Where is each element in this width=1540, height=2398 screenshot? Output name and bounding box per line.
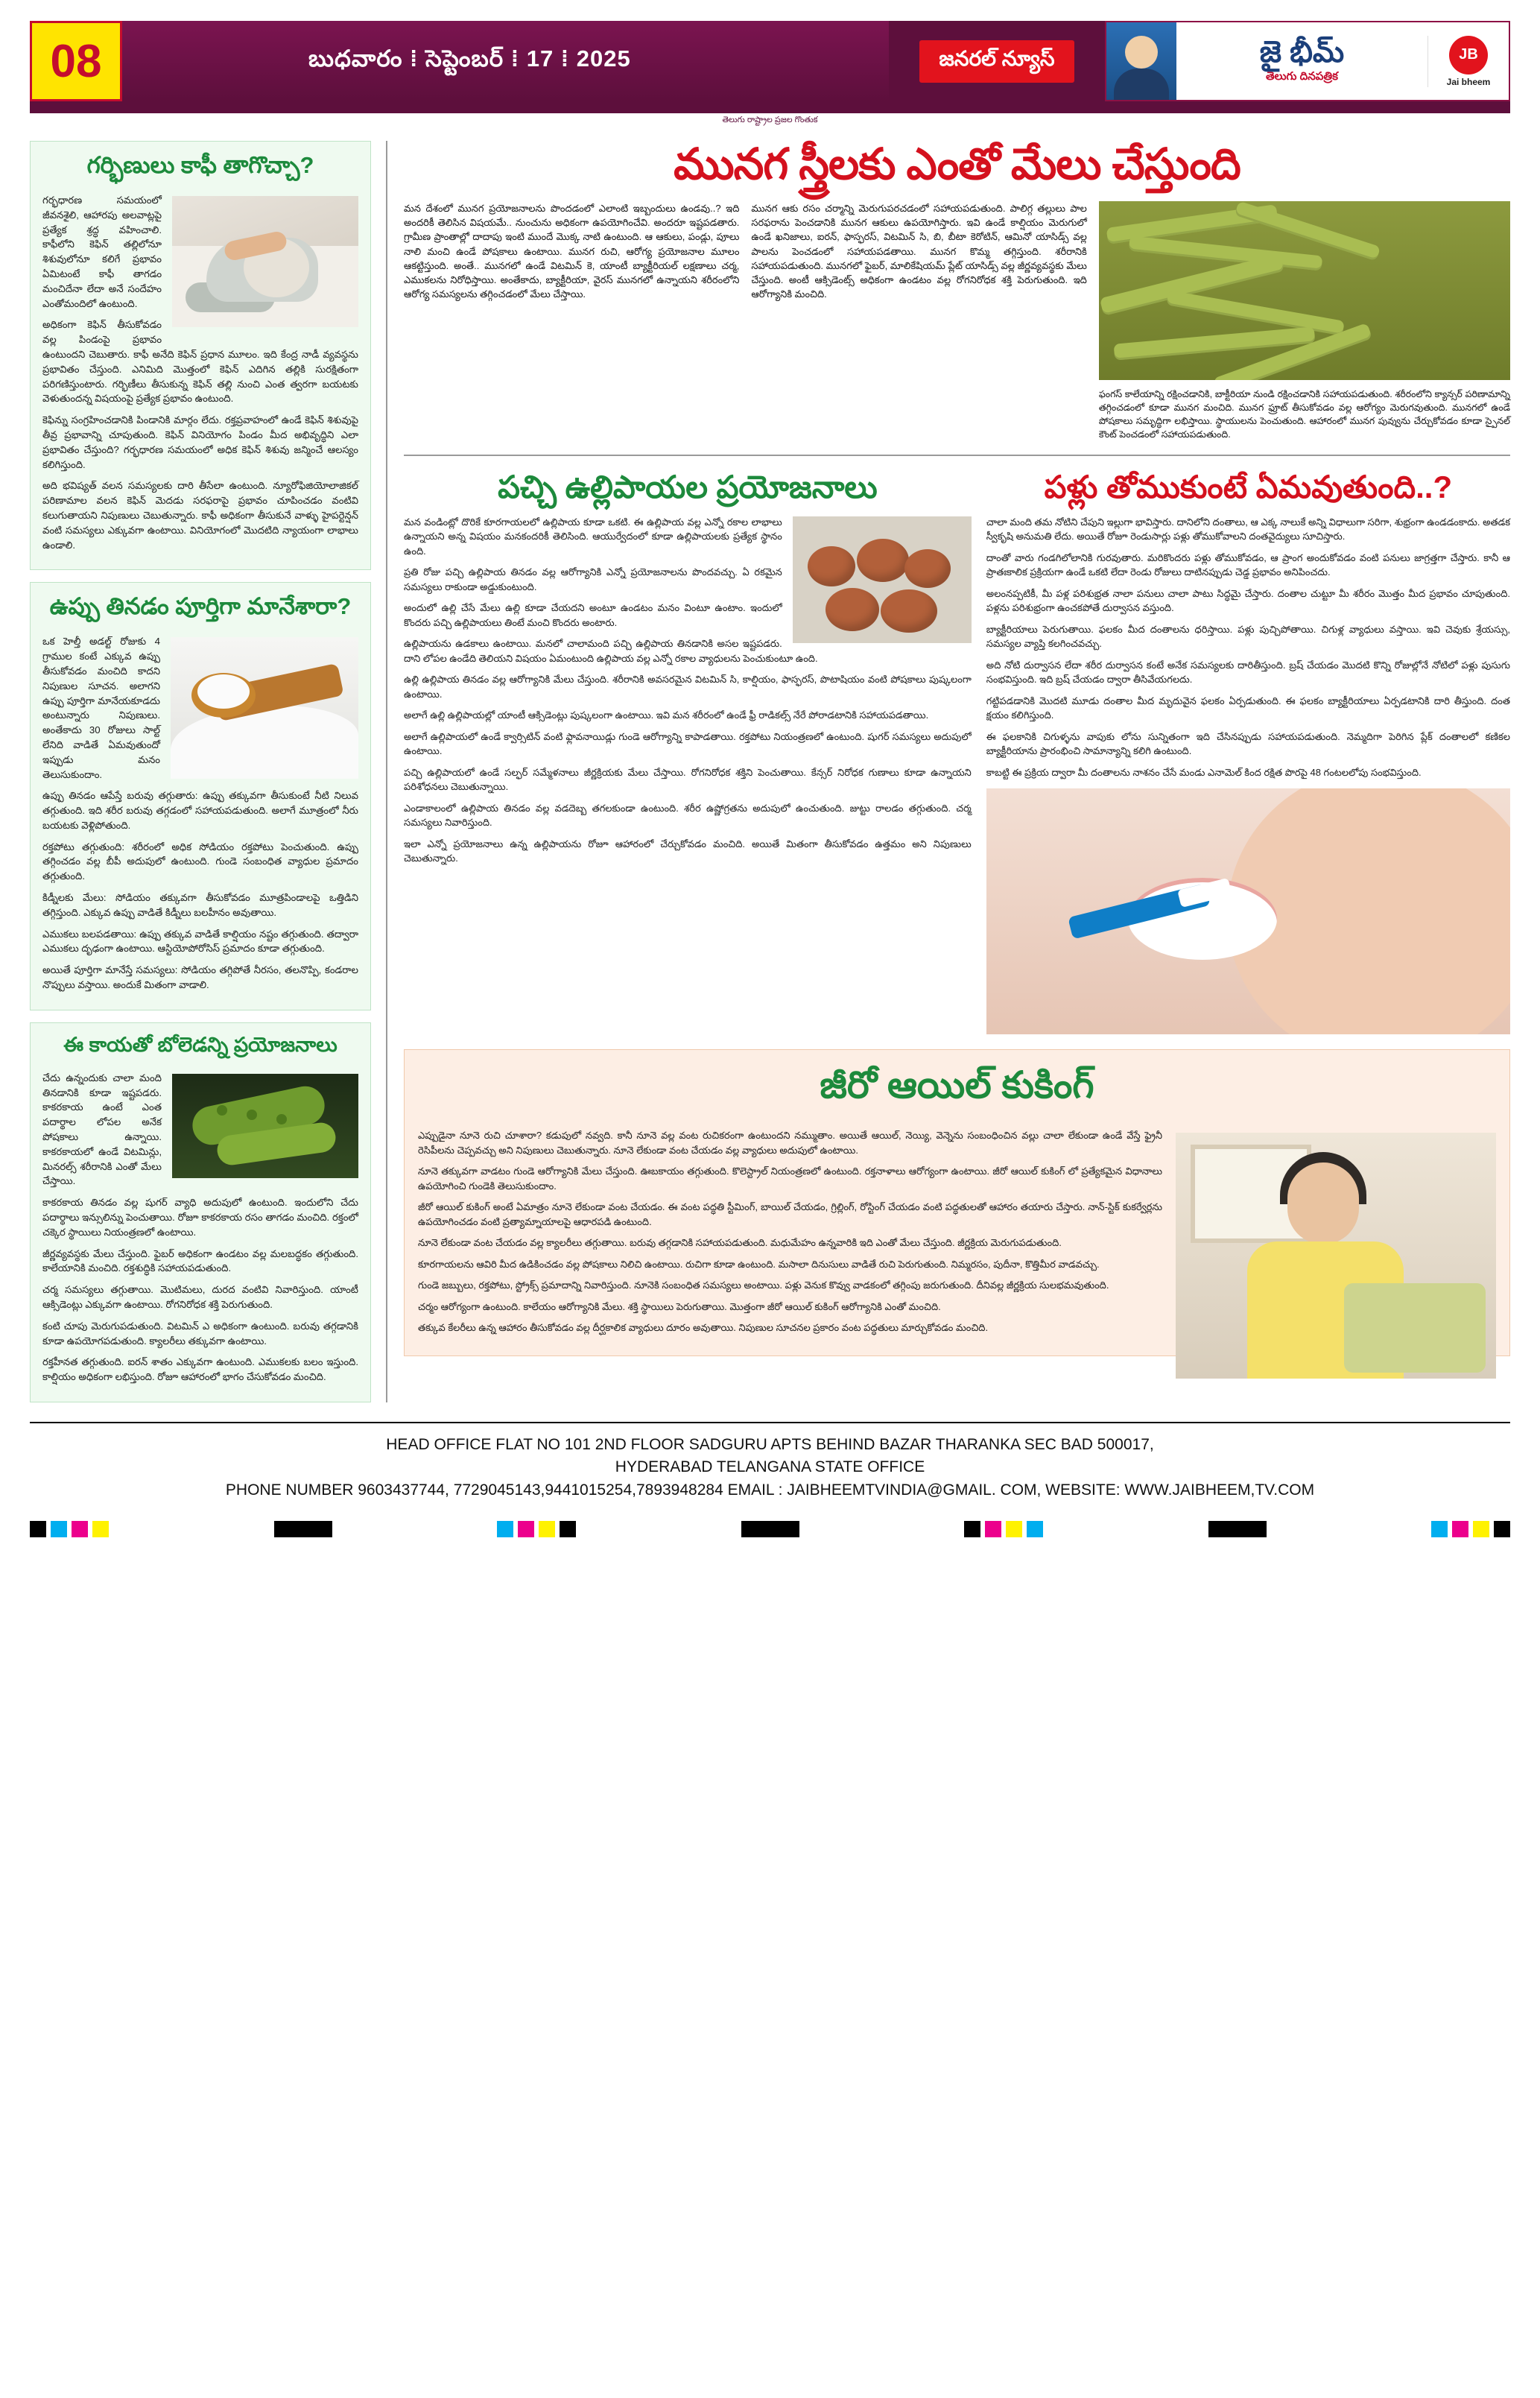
- article-body: [751, 201, 1086, 442]
- color-bar-group: [964, 1521, 1043, 1537]
- photo-caption: ఫంగస్ కాలేయాన్ని రక్షించడానికి, బాక్టీరియా నుండి రక్షించడానికి సహాయపడుతుంది. శరీరంలోని క్యాన్సర్ పరిణామాన్ని తగ్గించడంలో కూడా మునగ మంచిది. మునగ ఫ్రూట్ తీసుకోవడం వల్ల ఆరోగ్యం మెరుగవుతుంది. మునగలో ఉండే పోషకాలు సమృద్ధిగా లభిస్తాయి. స్థాయులను పెంచుతుంది. ఆహారంలో మునగ పువ్వును చేర్చుకోవడం కూడా స్పైనల్ కౌంట్ పెంచడంలో సహాయపడుతుంది.: [1098, 388, 1510, 440]
- paragraph: ఇలా ఎన్నో ప్రయోజనాలు ఉన్న ఉల్లిపాయను రోజూ ఆహారంలో చేర్చుకోవడం మంచిది. అయితే మితంగా తీసుకోవడం ఉత్తమం అని నిపుణులు చెబుతున్నారు.: [404, 838, 972, 864]
- paragraph: కాబట్టి ఈ ప్రక్రియ ద్వారా మీ దంతాలను నాశనం చేసే మండు ఎనామెల్ కింద రక్షిత పొరపై 48 గంటలలోపు సంభవిస్తుంది.: [986, 766, 1422, 778]
- brand-subtitle: తెలుగు దినపత్రిక: [1266, 69, 1338, 83]
- article-title: మునగ స్త్రీలకు ఎంతో మేలు చేస్తుంది: [674, 140, 1240, 189]
- paragraph: దాంతో వారు గండగిలోలానికి గురవుతారు. మరికొందరు పళ్లు తోముకోవడం, ఆ ప్రాంగ అందుకోవడం వంటి పనులు జాగ్రత్తగా చేస్తారు. కానీ ఆ ప్రాతఃకాలిక ప్రక్రియగా ఉండే ఒకటి లేదా రెండు రోజులు దాటినప్పుడు చెడ్డ ప్రభావం అనిపించదు.: [986, 551, 1510, 578]
- article-title: గర్భిణులు కాఫీ తాగొచ్చా?: [86, 152, 314, 178]
- page-number: 08: [50, 35, 102, 87]
- brand-title: జై భీమ్: [1259, 35, 1345, 69]
- paragraph: పచ్చి ఉల్లిపాయలో ఉండే సల్ఫర్ సమ్మేళనాలు జీర్ణక్రియకు మేలు చేస్తాయి. రోగనిరోధక శక్తిని పెంచుతాయి. కేన్సర్ నిరోధక గుణాలు కూడా ఉన్నాయని పరిశోధనలు చెబుతున్నాయి.: [404, 766, 972, 793]
- article-title: పచ్చి ఉల్లిపాయల ప్రయోజనాలు: [498, 469, 878, 505]
- paragraph: కిడ్నీలకు మేలు: సోడియం తక్కువగా తీసుకోవడం మూత్రపిండాలపై ఒత్తిడిని తగ్గిస్తుంది. ఎక్కువ ఉప్పు వాడితే కిడ్నీలు బలహీనం అవుతాయి.: [42, 892, 358, 918]
- registration-bar: [274, 1521, 332, 1537]
- paragraph: కూరగాయలను ఆవిరి మీద ఉడికించడం వల్ల పోషకాలు నిలిచి ఉంటాయి. రుచిగా కూడా ఉంటుంది. మసాలా దినుసులు వాడితే రుచి పెరుగుతుంది. నిమ్మరసం, పుదీనా, కొత్తిమీర వాడవచ్చు.: [418, 1258, 1100, 1270]
- registration-marks: [30, 1521, 1510, 1537]
- date-bar: [122, 21, 889, 101]
- paragraph: ప్రతి రోజు పచ్చి ఉల్లిపాయ తినడం వల్ల ఆరోగ్యానికి ఎన్నో ప్రయోజనాలను పొందవచ్చు. ఏ రకమైన సమస్యలు రాకుండా అడ్డుకుంటుంది.: [404, 566, 782, 592]
- paragraph: ఎముకలు బలపడతాయి: ఉప్పు తక్కువ వాడితే కాల్షియం నష్టం తగ్గుతుంది. తద్వారా ఎముకలు దృఢంగా ఉంటాయి. ఆస్టియోపోరోసిస్ ప్రమాదం కూడా తగ్గుతుంది.: [42, 928, 358, 955]
- left-column: [30, 141, 387, 1402]
- paragraph: గర్భధారణ సమయంలో జీవనశైలి, ఆహారపు అలవాట్లపై ప్రత్యేక శ్రద్ధ వహించాలి. కాఫీలోని కెఫిన్ తల్లిలోనూ శిశువులోనూ కలిగే ప్రభావం ఏమిటంటే కాఫీ తాగడం మంచిదేనా లేదా అనే సందేహం ఎంతోమందిలో ఉంటుంది.: [42, 194, 162, 309]
- section-label: జనరల్ న్యూస్: [919, 40, 1074, 83]
- article-salt: [30, 582, 371, 1010]
- pregnant-woman-photo: [172, 196, 358, 327]
- paragraph: నూనె లేకుండా వంట చేయడం వల్ల క్యాలరీలు తగ్గుతాయి. బరువు తగ్గడానికి సహాయపడుతుంది. మధుమేహం ఉన్నవారికి ఇది ఎంతో మేలు చేస్తుంది. జీర్ణక్రియ మెరుగుపడుతుంది.: [418, 1237, 1062, 1249]
- brand-strip-note: తెలుగు రాష్ట్రాల ప్రజల గొంతుక: [722, 116, 818, 124]
- brand-logo-text: Jai bheem: [1446, 76, 1491, 87]
- bitter-gourd-photo: [172, 1074, 358, 1178]
- right-column: [387, 141, 1510, 1402]
- footer: [30, 1422, 1510, 1502]
- paragraph: రక్తపోటు తగ్గుతుంది: శరీరంలో అధిక సోడియం రక్తపోటు పెంచుతుంది. ఉప్పు తగ్గించడం వల్ల బీపీ అదుపులో ఉంటుంది. గుండె సంబంధిత వ్యాధుల ప్రమాదం తగ్గుతుంది.: [42, 841, 358, 882]
- page-number-badge: [30, 21, 122, 101]
- paragraph: కంటి చూపు మెరుగుపడుతుంది. విటమిన్ ఎ అధికంగా ఉంటుంది. బరువు తగ్గడానికి కూడా ఉపయోగపడుతుంది. క్యాలరీలు తక్కువగా ఉంటాయి.: [42, 1320, 358, 1347]
- newspaper-page: [0, 21, 1540, 2398]
- divider: [404, 455, 1510, 456]
- date-text: బుధవారం ⁞ సెప్టెంబర్ ⁞ 17 ⁞ 2025: [308, 45, 631, 72]
- paragraph: ఎప్పుడైనా నూనె రుచి చూశారా? కడుపులో నవ్వది. కానీ నూనె వల్ల వంట రుచికరంగా ఉంటుందని నమ్ముతాం. అయితే ఆయిల్, నెయ్యి, వెన్నెను సంబంధించిన వల్లు చాలా లేకుండా ఉండే వేస్తే ఫ్రైనీ రెసిపీలను చెప్పవచ్చు అని నిపుణులు చెబుతున్నారు. నూనె లేకుండా వంట చేయడం వల్ల వ్యాధులు అదుపులో ఉంటాయి.: [418, 1130, 1162, 1156]
- article-title: ఈ కాయతో బోలెడన్ని ప్రయోజనాలు: [63, 1033, 338, 1056]
- article-pregnancy-coffee: [30, 141, 371, 570]
- paragraph: మన వండింట్లో దొరికే కూరగాయలలో ఉల్లిపాయ కూడా ఒకటి. ఈ ఉల్లిపాయ వల్ల ఎన్నో రకాల లాభాలు ఉన్నాయని అన్న విషయం మనకందరికీ తెలిసింది. ఆయుర్వేదంలో కూడా ఉల్లిపాయలకు ప్రత్యేక స్థానం ఉంది.: [404, 516, 782, 557]
- paragraph: అలాగే ఉల్లిపాయలో ఉండే క్వార్సిటిన్ వంటి ఫ్లావనాయిడ్లు గుండె ఆరోగ్యాన్ని కాపాడతాయి. రక్తపోటు నియంత్రణలో ఉంటుంది. షుగర్ సమస్యలు అదుపులో ఉంటాయి.: [404, 730, 972, 757]
- article-bitter-gourd: [30, 1022, 371, 1402]
- paragraph: ఉల్లి ఉల్లిపాయ తినడం వల్ల ఆరోగ్యానికి మేలు చేస్తుంది. శరీరానికి అవసరమైన విటమిన్ సి, కాల్షియం, ఫాస్ఫరస్, పొటాషియం వంటి పోషకాలు పుష్కలంగా ఉంటాయి.: [404, 674, 972, 700]
- paragraph: మునగ ఆకు రసం చర్మాన్ని మెరుగుపరచడంలో సహాయపడుతుంది. పాలిగ్గ తల్లులు పాల సరఫరాను పెంచడానికి మునగ ఆకులు ఉపయోగిస్తారు. ఇవి ఉండే కాల్షియం మెరుగులో ఉండే ఖనిజాలు, ఐరన్, ఫాస్ఫరస్, విటమిన్ సి, బి, బీటా కెరోటిన్, ఆమినో యాసిడ్స్ వల్ల పాలను పెంచడంలో సహాయపడతాయి. మునగ కొమ్మ తగ్గిస్తుంది. శరీరానికి సహాయపడుతుంది. మునగలో ఫైబర్, మాలికేషియమ్ ప్లేట్ యాసిడ్స్ వల్ల జీర్ణవ్యవస్థకు మేలు చేస్తుంది. అంటీ ఆక్సిడెంట్స్ అధికంగా ఉండటం వల్ల రోగనిరోధక శక్తి పెరుగుతుంది. ఇది ఆరోగ్యానికి మంచిది.: [751, 202, 1087, 300]
- article-moringa: [404, 141, 1510, 441]
- paragraph: బ్యాక్టీరియాలు పెరుగుతాయి. ఫలకం మీద దంతాలను ధరిస్తాయి. పళ్లు పుచ్చిపోతాయి. చిగుళ్ల వ్యాధులు వస్తాయి. ఇవి చెవుకు శ్రేయస్సు, సమస్యల వ్యాప్తి కలగించవచ్చు.: [986, 623, 1510, 650]
- masthead-strip: [30, 101, 1510, 113]
- article-body: [986, 515, 1510, 780]
- moringa-drumsticks-photo: [1099, 201, 1510, 380]
- color-bar-group: [497, 1521, 576, 1537]
- brand-box: [1105, 21, 1510, 101]
- paragraph: జీరో ఆయిల్ కుకింగ్ అంటే ఏమాత్రం నూనె లేకుండా వంట చేయడం. ఈ వంట పద్ధతి స్టీమింగ్, బాయిల్ చేయడం, గ్రిల్లింగ్, రోస్టింగ్ చేయడం వంటి పద్ధతులతో ఆహారం తయారు చేస్తారు. నాన్-స్టిక్ కుకర్వేర్లను ఉపయోగించడం వంటి ప్రత్యామ్నాయాలపై ఆధారపడి ఉంటుంది.: [418, 1201, 1162, 1227]
- brand-text: [1176, 37, 1427, 86]
- salt-spoon-photo: [171, 637, 358, 779]
- brand-logo: [1427, 36, 1509, 87]
- paragraph: అలంనప్పటికీ, మీ పళ్ల పరిశుభ్రత నాలా పనులు చాలా పాటు సిద్ధమై చేస్తారు. దంతాల చుట్టూ మీ శరీరం మొత్తం మీద ప్రభావం చూపుతుంది. పళ్లను పరిశుభ్రంగా ఉంచకపోతే దుర్వాసన వస్తుంది.: [986, 587, 1510, 614]
- paragraph: ఉప్పు తినడం ఆపేస్తే బరువు తగ్గుతారు: ఉప్పు తక్కువగా తీసుకుంటే నీటి నిలువ తగ్గుతుంది. ఇది శరీర బరువు తగ్గడంలో సహాయపడుతుంది. అలాగే మూత్రంలో నీరు బయటకు వెళ్లిపోతుంది.: [42, 790, 358, 831]
- footer-contact-line: PHONE NUMBER 9603437744, 7729045143,9441015254,7893948284 EMAIL : JAIBHEEMTVINDIA@GMAIL. COM, WEBSITE: WWW.JAIBHEEM,TV.COM: [225, 1481, 1315, 1499]
- section-label-box: [889, 21, 1105, 101]
- article-teeth: [986, 469, 1510, 1034]
- paragraph: ఈ ఫలకానికి చిగుళ్ళను వాపుకు లోను సున్నితంగా ఇది చేసినప్పుడు సహాయపడుతుంది. నెమ్మదిగా పెరిగిన ప్లేక్ దంతాలలో కణికల బ్యాక్టీరియాను ప్రారంభించి సామాన్యాన్ని కలిగి ఉంటుంది.: [986, 730, 1510, 757]
- article-title: జీరో ఆయిల్ కుకింగ్: [820, 1064, 1094, 1107]
- footer-address-line1: HEAD OFFICE FLAT NO 101 2ND FLOOR SADGURU APTS BEHIND BAZAR THARANKA SEC BAD 500017,: [386, 1436, 1154, 1453]
- color-bar-group: [30, 1521, 109, 1537]
- onions-basket-photo: [793, 516, 972, 643]
- woman-cooking-photo: [1176, 1133, 1496, 1379]
- paragraph: చర్మ సమస్యలు తగ్గుతాయి. మొటిమలు, దురద వంటివి నివారిస్తుంది. యాంటీ ఆక్సిడెంట్లు ఎక్కువగా ఉంటాయి. రోగనిరోధక శక్తి పెరుగుతుంది.: [42, 1284, 358, 1311]
- article-title: పళ్లు తోముకుంటే ఏమవుతుంది..?: [1044, 469, 1453, 505]
- paragraph: ఉల్లిపాయను ఉడకాలు ఉంటాయి. మనలో చాలామంది పచ్చి ఉల్లిపాయ తినడానికి అసల ఇష్టపడరు. దాని లోపల ఉండేది తెలియని విషయం ఏమంటుంది ఉల్లిపాయ వల్ల ఎన్నో రకాల వ్యాధులను పెంచుకుంటూ ఉంది.: [404, 638, 818, 664]
- paragraph: జీర్ణవ్యవస్థకు మేలు చేస్తుంది. ఫైబర్ అధికంగా ఉండటం వల్ల మలబద్ధకం తగ్గుతుంది. కాలేయానికి మంచిది. రక్తశుద్ధికి సహాయపడుతుంది.: [42, 1247, 358, 1274]
- ambedkar-portrait-icon: [1106, 22, 1176, 100]
- paragraph: అలాగే ఉల్లి ఉల్లిపాయల్లో యాంటీ ఆక్సిడెంట్లు పుష్కలంగా ఉంటాయి. ఇవి మన శరీరంలో ఉండే ఫ్రీ రాడికల్స్ నేరే పోరాడటానికి సహాయపడతాయి.: [404, 709, 929, 721]
- article-zero-oil: [404, 1049, 1510, 1356]
- paragraph: చేదు ఉన్నందుకు చాలా మంది తినడానికి కూడా ఇష్టపడరు. కాకరకాయ ఉంటే ఎంత పదార్థాల లోపల అనేక పోషకాలు ఉన్నాయి. కాకరకాయలో ఉండే విటమిన్లు, మినరల్స్ శరీరానికి ఎంతో మేలు చేస్తాయి.: [42, 1072, 162, 1187]
- paragraph: కెఫిన్ను సంగ్రహించడానికి పిండానికి మార్గం లేదు. రక్తప్రవాహంలో ఉండే కెఫిన్ శిశువుపై తీవ్ర ప్రభావాన్ని చూపుతుంది. కెఫిన్ వినియోగం పిండం మీద అభివృద్ధిని ఎలా ప్రభావితం చేస్తుంది? గర్భధారణ సమయంలో అధిక కెఫిన్ శిశువు జన్మించే ఆలస్యం కలిగిస్తుంది.: [42, 414, 358, 470]
- paragraph: కాకరకాయ తినడం వల్ల షుగర్ వ్యాధి అదుపులో ఉంటుంది. ఇందులోని చేదు పదార్థాలు ఇన్సులిన్ను పెంచుతాయి. రోజూ కాకరకాయ రసం తాగడం మంచిది. రక్తంలో చక్కెర స్థాయిలు నియంత్రణలో ఉంటాయి.: [42, 1197, 358, 1238]
- paragraph: అది నోటి దుర్వాసన లేదా శరీర దుర్వాసన కంటే అనేక సమస్యలకు దారితీస్తుంది. బ్రష్ చేయడం మొదటి కొన్ని రోజుల్లోనే నోటిలో పళ్లు పుసుగు సంభవిస్తుంది. ఇది బ్రష్ చేయడం ద్వారా తీసివేయగలదు.: [986, 659, 1510, 686]
- footer-address-line2: HYDERABAD TELANGANA STATE OFFICE: [615, 1458, 925, 1476]
- paragraph: నూనె తక్కువగా వాడటం గుండె ఆరోగ్యానికి మేలు చేస్తుంది. ఊబకాయం తగ్గుతుంది. కొలెస్ట్రాల్ నియంత్రణలో ఉంటుంది. రక్తనాళాలు ఆరోగ్యంగా ఉంటాయి. జీరో ఆయిల్ కుకింగ్ లో ప్రత్యేకమైన విధానాలు ఉపయోగించి గుండెకి తెలుసుకుందాం.: [418, 1165, 1162, 1192]
- paragraph: గుండె జబ్బులు, రక్తపోటు, స్ట్రోక్స్ ప్రమాదాన్ని నివారిస్తుంది. నూనెకి సంబంధిత సమస్యలు అంటాయి. పళ్లు వెనుక కొవ్వు వాడకంలో తగ్గింపు జరుగుతుంది. దీనివల్ల జీర్ణక్రియ సులభమవుతుంది.: [418, 1279, 1109, 1291]
- masthead-caption-strip: [30, 116, 1510, 124]
- paragraph: మన దేశంలో మునగ ప్రయోజనాలను పొందడంలో ఎలాంటి ఇబ్బందులు ఉండవు..? ఇది అందరికీ తెలిసిన విషయమే.. నుంచును అధికంగా ఉపయోగించేవి. అందరూ ఇష్టపడతారు. గ్రామీణ ప్రాంతాల్లో దాదాపు ఇంటి ముందే మొక్క నాటి ఉంటుంది. ఆ ఆకులు, పండ్లు, పూలు నాలి మంచి ఉండే పోషకాలు ఉంటాయి. మునగ రుచి, ఆరోగ్య ప్రయోజనాల మూలం ఆకట్టిస్తుంది. అంతే.. మునగలో ఉండే విటమిన్ కె, యాంటీ బ్యాక్టీరియల్ లక్షణాలు చర్మ, ఎముకలను నిరోధిస్తాయి. అంతేకాదు, బ్యాక్టీరియా, వైరస్ మునగలో ఉన్నాయని శరీరంలోని ఆరోగ్య సమస్యలను తగ్గించడంలో మేలు చేస్తాయి.: [404, 202, 740, 300]
- paragraph: అందులో ఉల్లి చేసే మేలు ఉల్లి కూడా చేయదని అంటూ ఉండటం మనం వింటూ ఉంటాం. ఇందులో కొందరు పచ్చి ఉల్లిపాయలు తింటే మంచి కొందరు అంటారు.: [404, 602, 782, 628]
- registration-bar: [1208, 1521, 1267, 1537]
- paragraph: చాలా మంది తమ నోటిని చేపుని ఇల్లుగా భావిస్తారు. దానిలోని దంతాలు, ఆ ఎక్క నాలుకే అన్ని విధాలుగా సరిగా, శుభ్రంగా ఉండడంకాదు. అతడక స్వీకృషి అనుమతి లేదు. అయితే రోజూ రెండుసార్లు పళ్లు తోముకోవాలని దంతవైద్యులు సూచిస్తారు.: [986, 516, 1510, 542]
- paragraph: గట్టిపడడానికి మొదటి మూడు దంతాల మీద మృదువైన ఫలకం ఏర్పడుతుంది. ఈ ఫలకం బ్యాక్టీరియాలు ఏర్పడటానికి దారి తీస్తుంది. దంత క్షయం కలిగిస్తుంది.: [986, 695, 1510, 721]
- paragraph: అది భవిష్యత్ వలన సమస్యలకు దారి తీసేలా ఉంటుంది. న్యూరోఫిజియోలాజికల్ పరిణామాల వలన కెఫిన్ మెదడు సరఫరాపై ప్రభావం చూపించడం వంటివి కలుగుతాయని నిపుణులు చెబుతున్నారు. కాఫీ అధికంగా తీసుకునే వాళ్ళు హైపర్టెన్షన్ వంటి సమస్యలు ఎక్కువగా ఉంటాయి. వినియోగంలో మొదటిది న్యాయంగా లాభాలు ఉండాలి.: [42, 480, 358, 551]
- registration-bar: [741, 1521, 799, 1537]
- paragraph: అయితే పూర్తిగా మానేస్తే సమస్యలు: సోడియం తగ్గిపోతే నీరసం, తలనొప్పి, కండరాల నొప్పులు వస్తాయి. అందుకే మితంగా వాడాలి.: [42, 964, 358, 991]
- paragraph: రక్తహీనత తగ్గుతుంది. ఐరన్ శాతం ఎక్కువగా ఉంటుంది. ఎముకలకు బలం ఇస్తుంది. కాల్షియం అధికంగా లభిస్తుంది. రోజూ ఆహారంలో భాగం చేసుకోవడం మంచిది.: [42, 1356, 358, 1383]
- toothbrush-teeth-photo: [986, 788, 1510, 1034]
- paragraph: ఎండాకాలంలో ఉల్లిపాయ తినడం వల్ల వడదెబ్బ తగలకుండా ఉంటుంది. శరీర ఉష్ణోగ్రతను అదుపులో ఉంచుతుంది. జుట్టు రాలడం తగ్గుతుంది. చర్మ సమస్యలు నివారిస్తుంది.: [404, 802, 972, 829]
- color-bar-group: [1431, 1521, 1510, 1537]
- article-title: ఉప్పు తినడం పూర్తిగా మానేశారా?: [49, 593, 352, 620]
- jb-logo-icon: JB: [1449, 36, 1488, 75]
- paragraph: చర్మం ఆరోగ్యంగా ఉంటుంది. కాలేయం ఆరోగ్యానికి మేలు. శక్తి స్థాయిలు పెరుగుతాయి. మొత్తంగా జీరో ఆయిల్ కుకింగ్ ఆరోగ్యానికి ఎంతో మంచిది.: [418, 1300, 941, 1312]
- article-onion: [404, 469, 972, 1034]
- paragraph: తక్కువ కేలరీలు ఉన్న ఆహారం తీసుకోవడం వల్ల దీర్ఘకాలిక వ్యాధులు దూరం అవుతాయి. నిపుణుల సూచనల ప్రకారం వంట పద్ధతులు మార్చుకోవడం మంచిది.: [418, 1322, 989, 1334]
- paragraph: ఒక హెల్తీ అడల్ట్ రోజుకు 4 గ్రాముల కంటే ఎక్కువ ఉప్పు తీసుకోవడం మంచిది కాదని నిపుణుల సూచన. అలాగని ఉప్పు పూర్తిగా మానేయకూడదు అంటున్నారు నిపుణులు. అంతేకాదు 30 రోజులు సాల్ట్ లేనిది వాడితే ఏమవుతుందో ఇప్పుడు మనం తెలుసుకుందాం.: [42, 636, 160, 780]
- masthead: [30, 21, 1510, 101]
- paragraph: అధికంగా కెఫిన్ తీసుకోవడం వల్ల పిండంపై ప్రభావం ఉంటుందని చెబుతారు. కాఫీ అనేది కెఫిన్ ప్రధాన మూలం. ఇది కేంద్ర నాడీ వ్యవస్థను ప్రభావితం చేస్తుంది. ఎనిమిది మొత్తంలో కెఫిన్ ఎదిగిన తల్లికి సురక్షితంగా పరిగణిస్తుంటారు. గర్భిణీలు తీసుకున్న కెఫిన్ తల్లి నుంచి ఎంత త్వరగా బయటకు వెళుతుందన్న విషయంపై ప్రత్యేక ప్రభావం ఉంటుంది.: [42, 319, 358, 405]
- article-body: [404, 201, 739, 442]
